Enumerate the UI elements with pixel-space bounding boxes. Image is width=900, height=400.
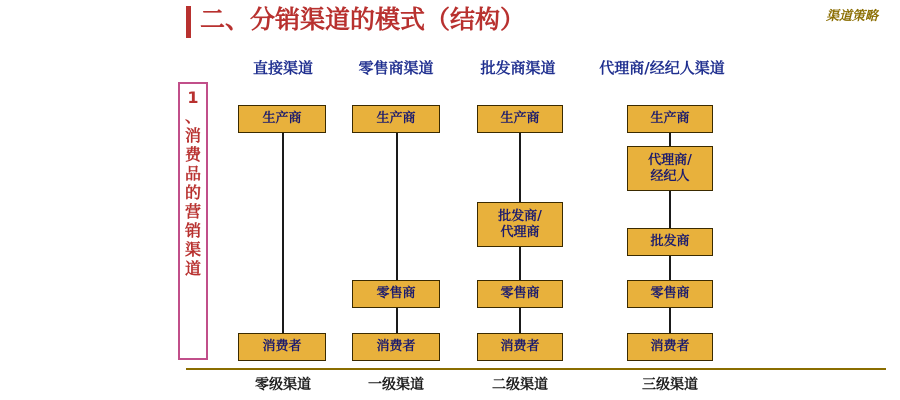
connector-line xyxy=(519,132,521,202)
node-consumer xyxy=(352,333,440,361)
footer-level-0: 零级渠道 xyxy=(255,377,311,393)
column-header-agent: 代理商/经纪人渠道 xyxy=(599,59,725,77)
connector-line xyxy=(519,246,521,280)
node-retailer xyxy=(627,280,713,308)
node-producer xyxy=(238,105,326,133)
connector-line xyxy=(669,191,671,228)
node-label: 零售商 xyxy=(376,286,416,301)
page-title: 二、分销渠道的模式（结构） xyxy=(200,5,526,34)
side-label-char: 销 xyxy=(184,221,201,240)
node-consumer xyxy=(238,333,326,361)
footer-level-3: 三级渠道 xyxy=(642,377,698,393)
baseline-rule xyxy=(186,368,886,370)
node-producer xyxy=(627,105,713,133)
side-label-char: 营 xyxy=(184,202,201,221)
node-label: 生产商 xyxy=(376,111,416,126)
side-label-char: 道 xyxy=(184,259,201,278)
node-label: 生产商 xyxy=(262,111,302,126)
node-label: 批发商/ xyxy=(498,208,542,224)
connector-line xyxy=(669,308,671,336)
node-label: 批发商 xyxy=(650,234,690,249)
node-retailer xyxy=(477,280,563,308)
node-agent-broker xyxy=(627,146,713,191)
node-label: 代理商 xyxy=(500,224,540,240)
side-label-char: 消 xyxy=(184,126,201,145)
connector-line xyxy=(669,256,671,280)
node-label: 经纪人 xyxy=(650,168,690,184)
connector-line xyxy=(396,308,398,336)
node-consumer xyxy=(477,333,563,361)
title-accent-bar xyxy=(186,6,191,38)
column-header-retailer: 零售商渠道 xyxy=(358,59,434,77)
connector-line xyxy=(519,308,521,336)
side-label-char: 品 xyxy=(184,164,201,183)
side-label-box xyxy=(178,82,208,360)
column-header-direct: 直接渠道 xyxy=(252,59,313,77)
node-label: 代理商/ xyxy=(648,152,692,168)
corner-tag: 渠道策略 xyxy=(825,9,878,24)
footer-level-1: 一级渠道 xyxy=(368,377,424,393)
footer-level-2: 二级渠道 xyxy=(492,377,548,393)
side-label-char: 费 xyxy=(184,145,201,164)
node-producer xyxy=(477,105,563,133)
node-label: 消费者 xyxy=(376,339,416,354)
node-label: 生产商 xyxy=(500,111,540,126)
connector-line xyxy=(396,132,398,282)
node-label: 消费者 xyxy=(262,339,302,354)
connector-line xyxy=(669,132,671,146)
node-label: 生产商 xyxy=(650,111,690,126)
node-producer xyxy=(352,105,440,133)
node-consumer xyxy=(627,333,713,361)
column-header-wholesaler: 批发商渠道 xyxy=(480,59,556,77)
node-label: 零售商 xyxy=(500,286,540,301)
node-wholesaler-agent xyxy=(477,202,563,247)
connector-line xyxy=(282,132,284,337)
side-label-char: 1 xyxy=(187,88,199,107)
node-label: 消费者 xyxy=(650,339,690,354)
slide-title xyxy=(186,4,525,38)
node-retailer xyxy=(352,280,440,308)
node-wholesaler xyxy=(627,228,713,256)
side-label-char: 的 xyxy=(184,183,201,202)
side-label-char: 渠 xyxy=(184,240,201,259)
side-label-char: 、 xyxy=(184,107,201,126)
node-label: 零售商 xyxy=(650,286,690,301)
node-label: 消费者 xyxy=(500,339,540,354)
